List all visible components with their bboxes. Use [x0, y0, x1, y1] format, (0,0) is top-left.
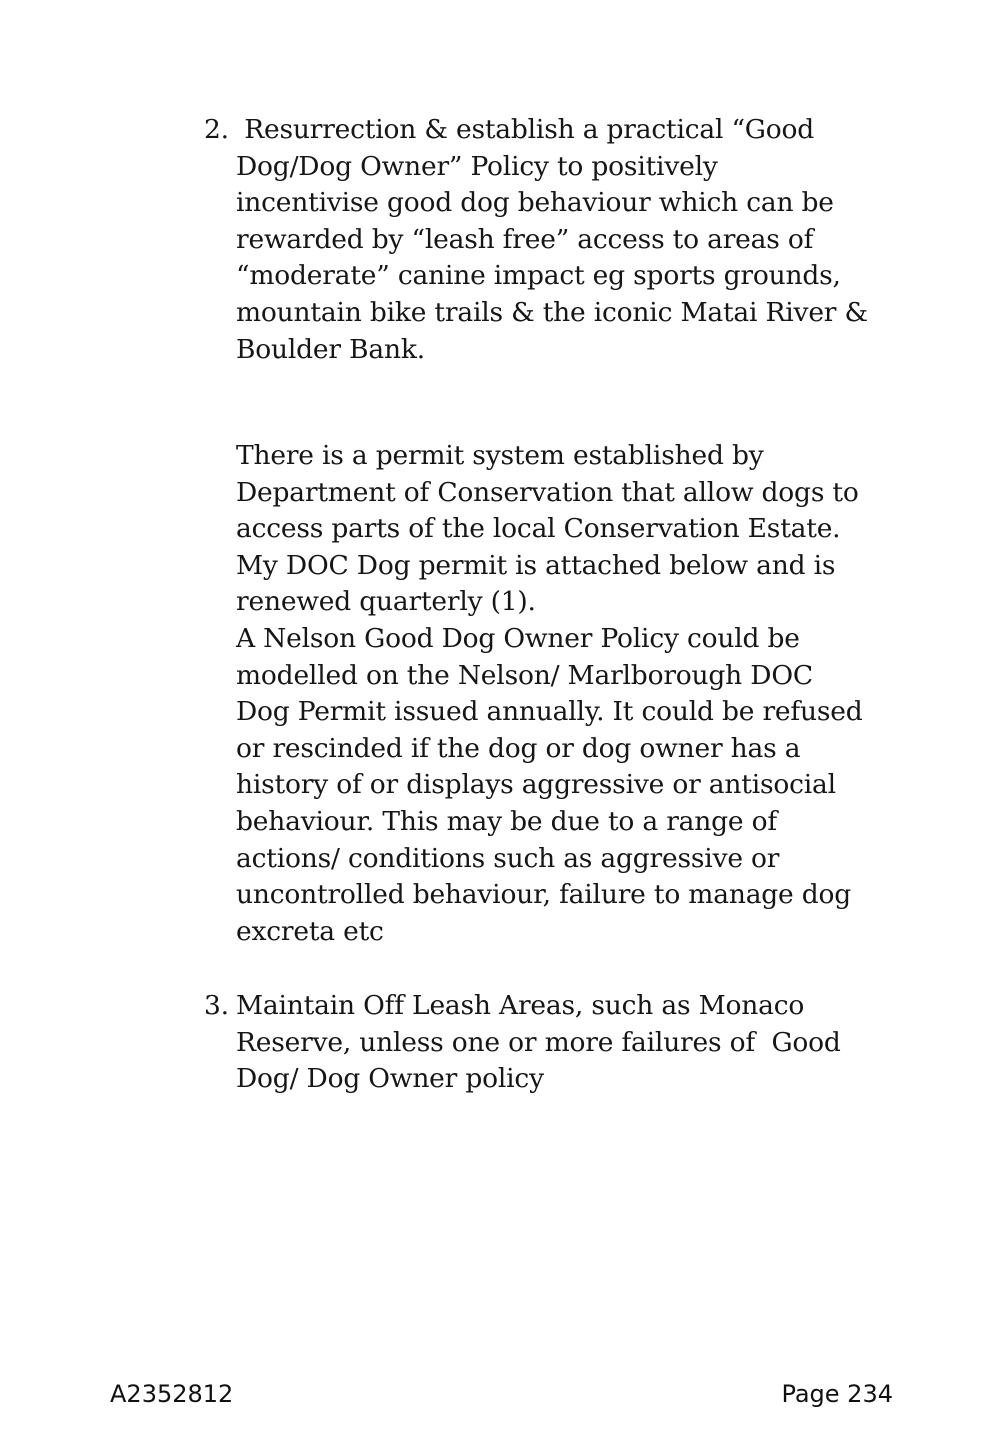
text-line: or rescinded if the dog or dog owner has a: [236, 732, 801, 764]
text-line: behaviour. This may be due to a range of: [236, 805, 777, 837]
text-line: Dog Permit issued annually. It could be refused: [236, 696, 863, 728]
text-line: Department of Conservation that allow dogs to: [236, 476, 859, 508]
list-item-3-number: 3.: [204, 990, 229, 1021]
text-line: modelled on the Nelson/ Marlborough DOC: [236, 659, 813, 691]
list-item-3: [204, 988, 884, 1098]
text-line: Boulder Bank.: [236, 333, 425, 365]
text-line: Dog/ Dog Owner policy: [236, 1063, 544, 1095]
page-number: Page 234: [781, 1380, 893, 1408]
text-line: A Nelson Good Dog Owner Policy could be: [236, 622, 800, 654]
text-line: actions/ conditions such as aggressive or: [236, 842, 780, 874]
text-line: rewarded by “leash free” access to areas of: [236, 223, 814, 255]
list-item-2-text: [236, 112, 884, 368]
text-line: access parts of the local Conservation Estate.: [236, 513, 841, 545]
list-item-2: [204, 112, 884, 368]
text-line: Dog/Dog Owner” Policy to positively: [236, 150, 718, 182]
list-item-2-number: 2.: [204, 114, 229, 145]
text-line: excreta etc: [236, 915, 384, 947]
document-id: A2352812: [110, 1380, 234, 1408]
text-line: There is a permit system established by: [236, 440, 764, 471]
text-line: “moderate” canine impact eg sports grounds,: [236, 260, 841, 292]
text-line: uncontrolled behaviour, failure to manage dog: [236, 879, 852, 911]
text-line: Maintain Off Leash Areas, such as Monaco: [236, 990, 805, 1021]
text-line: mountain bike trails & the iconic Matai River &: [236, 296, 868, 328]
text-line: history of or displays aggressive or antisocial: [236, 769, 836, 801]
text-line: incentivise good dog behaviour which can be: [236, 187, 834, 219]
list-item-3-text: [236, 988, 884, 1098]
text-line: My DOC Dog permit is attached below and is: [236, 549, 836, 581]
text-line: renewed quarterly (1).: [236, 586, 536, 618]
permit-paragraph: [236, 438, 886, 950]
text-line: Resurrection & establish a practical “Good: [236, 114, 815, 145]
text-line: Reserve, unless one or more failures of Good: [236, 1026, 841, 1058]
